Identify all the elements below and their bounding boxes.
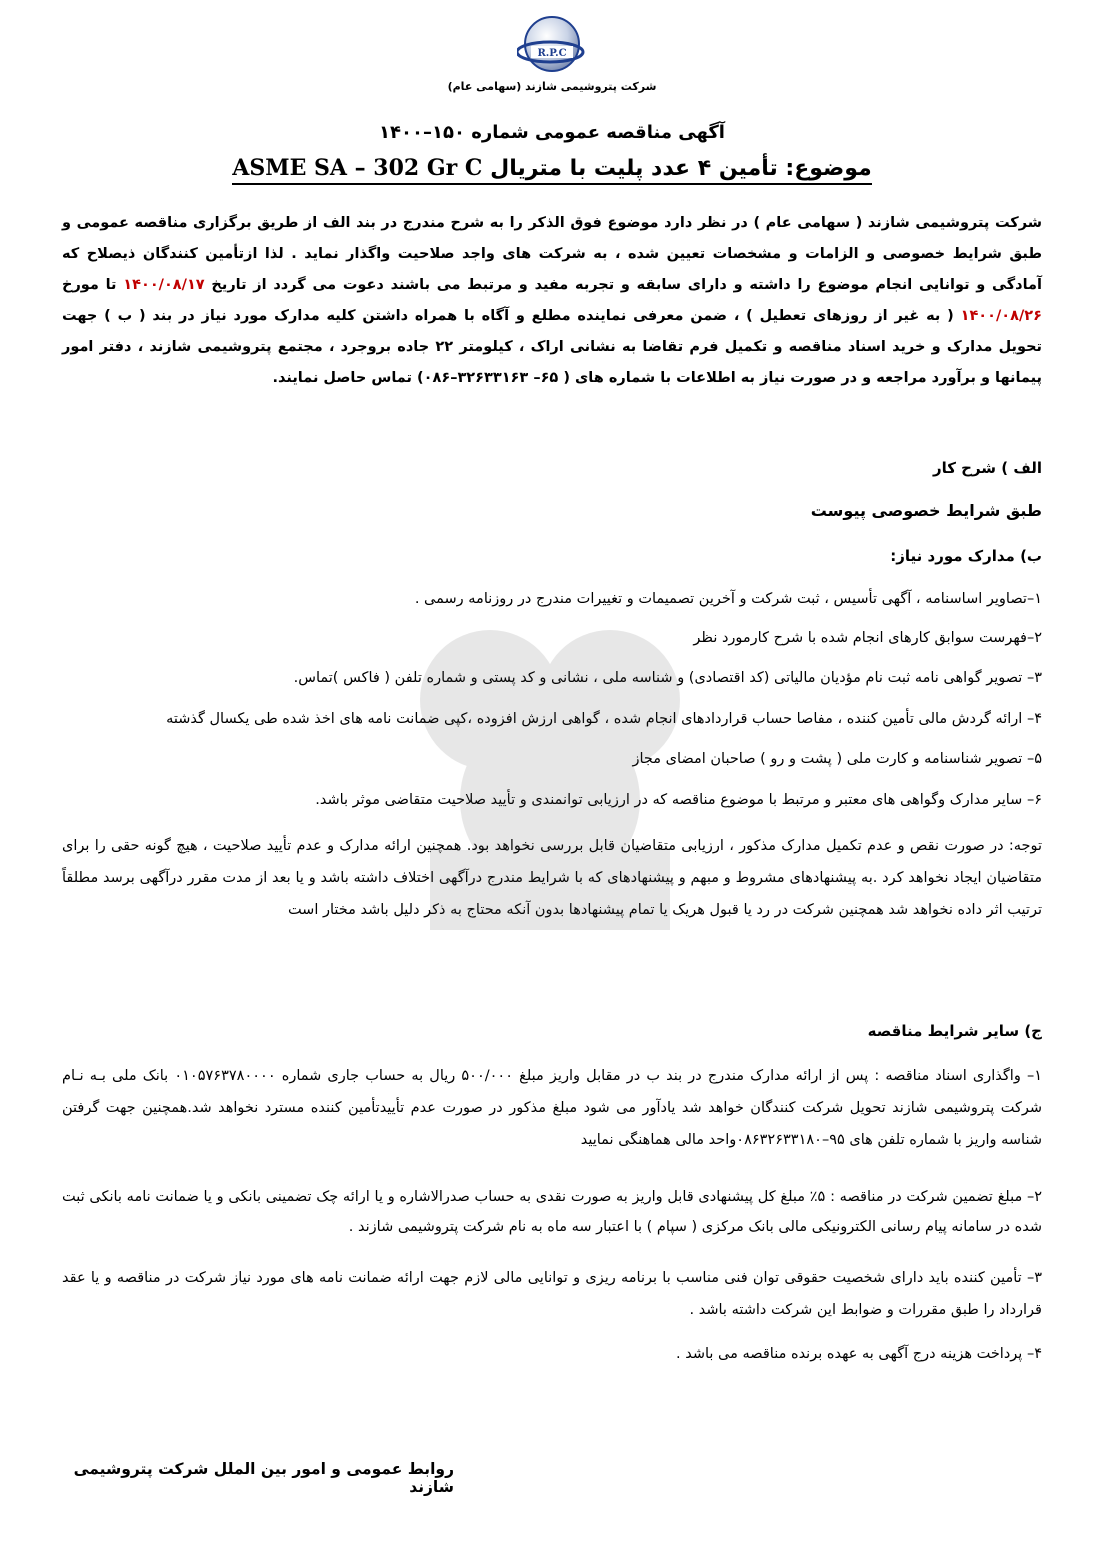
section-b-item-6: ۶– سایر مدارک وگواهی های معتبر و مرتبط با موضوع مناقصه که در ارزیابی توانمندی و تأیید صلاحیت متقاضی موثر باشد. — [315, 792, 1042, 808]
section-b-item-4: ۴– ارائه گردش مالی تأمین کننده ، مفاصا حساب قراردادهای انجام شده ، گواهی ارزش افزوده ،کپی ضمانت نامه های اخذ شده طی یکسال گذشته — [166, 711, 1042, 727]
section-c-item-3: ۳– تأمین کننده باید دارای شخصیت حقوقی توان فنی مناسب با برنامه ریزی و توانایی مالی لازم جهت ارائه ضمانت نامه های مورد نیاز شرکت در مناقصه و یا عقد قرارداد را طبق مقررات و ضوابط این شرکت داشته باشد . — [62, 1270, 1042, 1318]
intro-part1: شرکت پتروشیمی شازند ( سهامی عام ) در نظر دارد موضوع فوق الذکر را به شرح مندرج در بند الف از طریق برگزاری مناقصه عمومی و طبق شرایط خصوصی و الزامات و مشخصات تعیین شده ، به شرکت های واجد صلاحیت واگذار نماید . لذا ازتأمین کنندگان ذیصلاح که آمادگی و توانایی انجام موضوع را داشته و دارای سابقه و تجربه مفید و مرتبط می باشند دعوت می گردد از تاریخ — [62, 215, 1042, 293]
notice-subject — [62, 155, 1042, 185]
section-a-heading: الف ) شرح کار — [932, 459, 1042, 477]
header — [62, 12, 1042, 93]
section-c-item-2: ۲– مبلغ تضمین شرکت در مناقصه : ۵٪ مبلغ کل پیشنهادی قابل واریز به صورت نقدی به حساب صدرالاشاره و یا ارائه چک تضمینی بانکی و یا ضمانت نامه بانکی ثبت شده در سامانه پیام رسانی الکترونیکی مالی بانک مرکزی ( سپام ) با اعتبار سه ماه به نام شرکت پتروشیمی شازند . — [62, 1189, 1042, 1235]
section-c-item-1: ۱– واگذاری اسناد مناقصه : پس از ارائه مدارک مندرج در بند ب در مقابل واریز مبلغ ۵۰۰/۰۰۰ ریال به حساب جاری شماره ۰۱۰۵۷۶۳۷۸۰۰۰۰ بانک ملی بـه نـام شرکت پتروشیمی شازند تحویل شرکت کنندگان خواهد شد یادآور می شود مبلغ مذکور در صورت عدم تأییدتأمین کننده مسترد نخواهد شد.همچنین جهت گرفتن شناسه واریز با شماره تلفن های ۹۵–۰۸۶۳۲۶۳۳۱۸۰واحد مالی هماهنگی نمایید — [62, 1068, 1042, 1148]
section-b-item-1: ۱–تصاویر اساسنامه ، آگهی تأسیس ، ثبت شرکت و آخرین تصمیمات و تغییرات مندرج در روزنامه رسمی . — [414, 591, 1042, 607]
section-a-body: طبق شرایط خصوصی پیوست — [810, 501, 1042, 520]
intro-paragraph — [62, 208, 1042, 394]
subject-material: ASME SA – 302 Gr C — [232, 155, 483, 181]
section-c-item-4: ۴– پرداخت هزینه درج آگهی به عهده برنده مناقصه می باشد . — [676, 1346, 1042, 1362]
company-logo — [517, 12, 587, 76]
notice-title: آگهی مناقصه عمومی شماره ۱۵۰–۱۴۰۰ — [379, 122, 725, 143]
tender-notice-page — [62, 0, 1042, 1543]
company-name: شرکت پتروشیمی شازند (سهامی عام) — [447, 80, 657, 93]
section-b-item-3: ۳– تصویر گواهی نامه ثبت نام مؤدیان مالیاتی (کد اقتصادی) و شناسه ملی ، نشانی و کد پستی و شماره تلفن ( فاکس )تماس. — [293, 670, 1042, 686]
section-b-heading: ب) مدارک مورد نیاز: — [890, 547, 1042, 565]
section-c-heading: ج) سایر شرایط مناقصه — [867, 1022, 1042, 1040]
section-b-item-5: ۵– تصویر شناسنامه و کارت ملی ( پشت و رو ) صاحبان امضای مجاز — [632, 751, 1042, 767]
intro-part2: تا مورخ — [62, 277, 117, 293]
date-from: ۱۴۰۰/۰۸/۱۷ — [123, 277, 205, 293]
subject-prefix: موضوع: تأمین ۴ عدد پلیت با متریال — [490, 156, 872, 181]
section-b-item-2: ۲–فهرست سوابق کارهای انجام شده با شرح کارمورد نظر — [693, 630, 1042, 646]
date-to: ۱۴۰۰/۰۸/۲۶ — [960, 308, 1042, 324]
logo-text: R.P.C — [537, 48, 567, 59]
intro-part3: ( به غیر از روزهای تعطیل ) ، ضمن معرفی نماینده مطلع و آگاه با همراه داشتن کلیه مدارک مورد نیاز در بند ( ب ) جهت تحویل مدارک و خرید اسناد مناقصه و تکمیل فرم تقاضا به نشانی اراک ، کیلومتر ۲۲ جاده بروجرد ، مجتمع پتروشیمی شازند ، دفتر امور پیمانها و برآورد مراجعه و در صورت نیاز به اطلاعات با شماره های ( ۶۵– ۳۲۶۳۳۱۶۳–۰۸۶) تماس حاصل نمایند. — [62, 308, 1042, 386]
section-b-note: توجه: در صورت نقص و عدم تکمیل مدارک مذکور ، ارزیابی متقاضیان قابل بررسی نخواهد بود. همچنین ارائه مدارک و عدم تأیید صلاحیت ، هیچ گونه حقی را برای متقاضیان ایجاد نخواهد کرد .به پیشنهادهای مشروط و مبهم و پیشنهادهای که با شرایط مندرج درآگهی اختلاف داشته باشد و یا بعد از مدت مقرر درآگهی برسد مطلقاً ترتیب اثر داده نخواهد شد همچنین شرکت در رد یا قبول هریک یا تمام پیشنهادها بدون آنکه محتاج به ذکر دلیل باشد مختار است — [62, 838, 1042, 918]
footer-signature: روابط عمومی و امور بین الملل شرکت پتروشیمی شازند — [73, 1460, 454, 1496]
